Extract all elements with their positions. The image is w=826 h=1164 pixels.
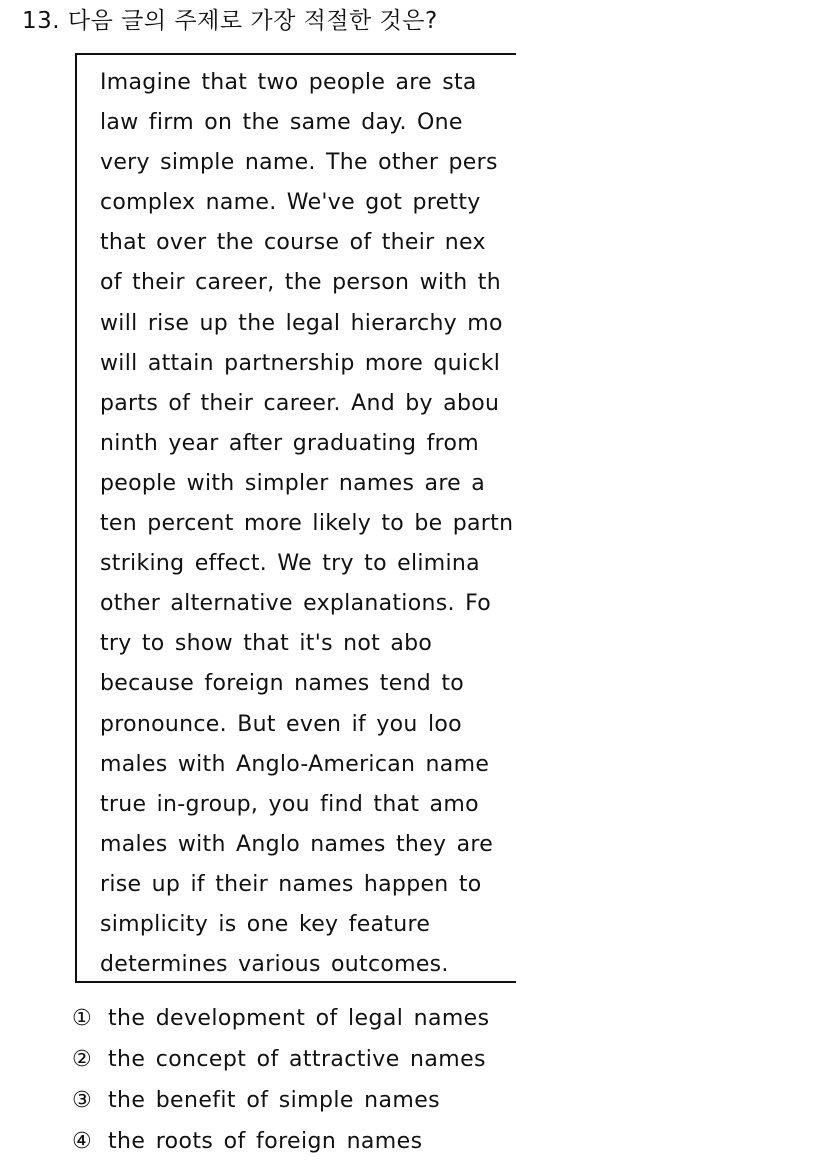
option-number: ① <box>72 1006 93 1031</box>
passage-line: pronounce. But even if you loo <box>100 711 462 737</box>
passage-line: will rise up the legal hierarchy mo <box>100 310 503 336</box>
passage-line: law firm on the same day. One <box>100 110 463 136</box>
passage-line: because foreign names tend to <box>100 671 465 697</box>
option-number: ② <box>72 1047 93 1072</box>
passage-line: of their career, the person with th <box>100 270 501 296</box>
answer-option-4[interactable] <box>72 1123 489 1164</box>
answer-option-2[interactable] <box>72 1041 489 1082</box>
passage-line: try to show that it's not abo <box>100 631 433 657</box>
passage-line: parts of their career. And by abou <box>100 390 500 416</box>
option-text: the concept of attractive names <box>108 1047 486 1072</box>
option-number: ③ <box>72 1088 93 1113</box>
option-text: the benefit of simple names <box>108 1088 441 1113</box>
passage-line: other alternative explanations. Fo <box>100 591 491 617</box>
passage-text <box>100 63 516 985</box>
passage-line: very simple name. The other pers <box>100 150 498 176</box>
passage-line: people with simpler names are a <box>100 470 486 496</box>
passage-line: striking effect. We try to elimina <box>100 551 480 577</box>
passage-line: complex name. We've got pretty <box>100 190 481 216</box>
passage-line: Imagine that two people are sta <box>100 70 477 95</box>
answer-option-3[interactable] <box>72 1082 489 1123</box>
passage-line: males with Anglo names they are <box>100 831 494 857</box>
passage-clip <box>75 53 516 985</box>
question-title: 13. 다음 글의 주제로 가장 적절한 것은? <box>22 8 438 34</box>
answer-options <box>72 1000 489 1164</box>
passage-line: true in-group, you find that amo <box>100 791 479 817</box>
passage-line: rise up if their names happen to <box>100 871 482 897</box>
option-number: ④ <box>72 1129 93 1154</box>
option-text: the development of legal names <box>108 1006 490 1031</box>
passage-box <box>75 53 516 983</box>
passage-line: determines various outcomes. <box>100 952 449 978</box>
answer-option-1[interactable] <box>72 1000 489 1041</box>
passage-line: that over the course of their nex <box>100 230 486 256</box>
passage-line: simplicity is one key feature <box>100 911 431 937</box>
passage-line: ten percent more likely to be partn <box>100 511 514 537</box>
passage-line: will attain partnership more quickl <box>100 350 501 376</box>
passage-line: males with Anglo-American name <box>100 751 490 777</box>
passage-line: ninth year after graduating from <box>100 430 479 456</box>
option-text: the roots of foreign names <box>108 1129 423 1154</box>
